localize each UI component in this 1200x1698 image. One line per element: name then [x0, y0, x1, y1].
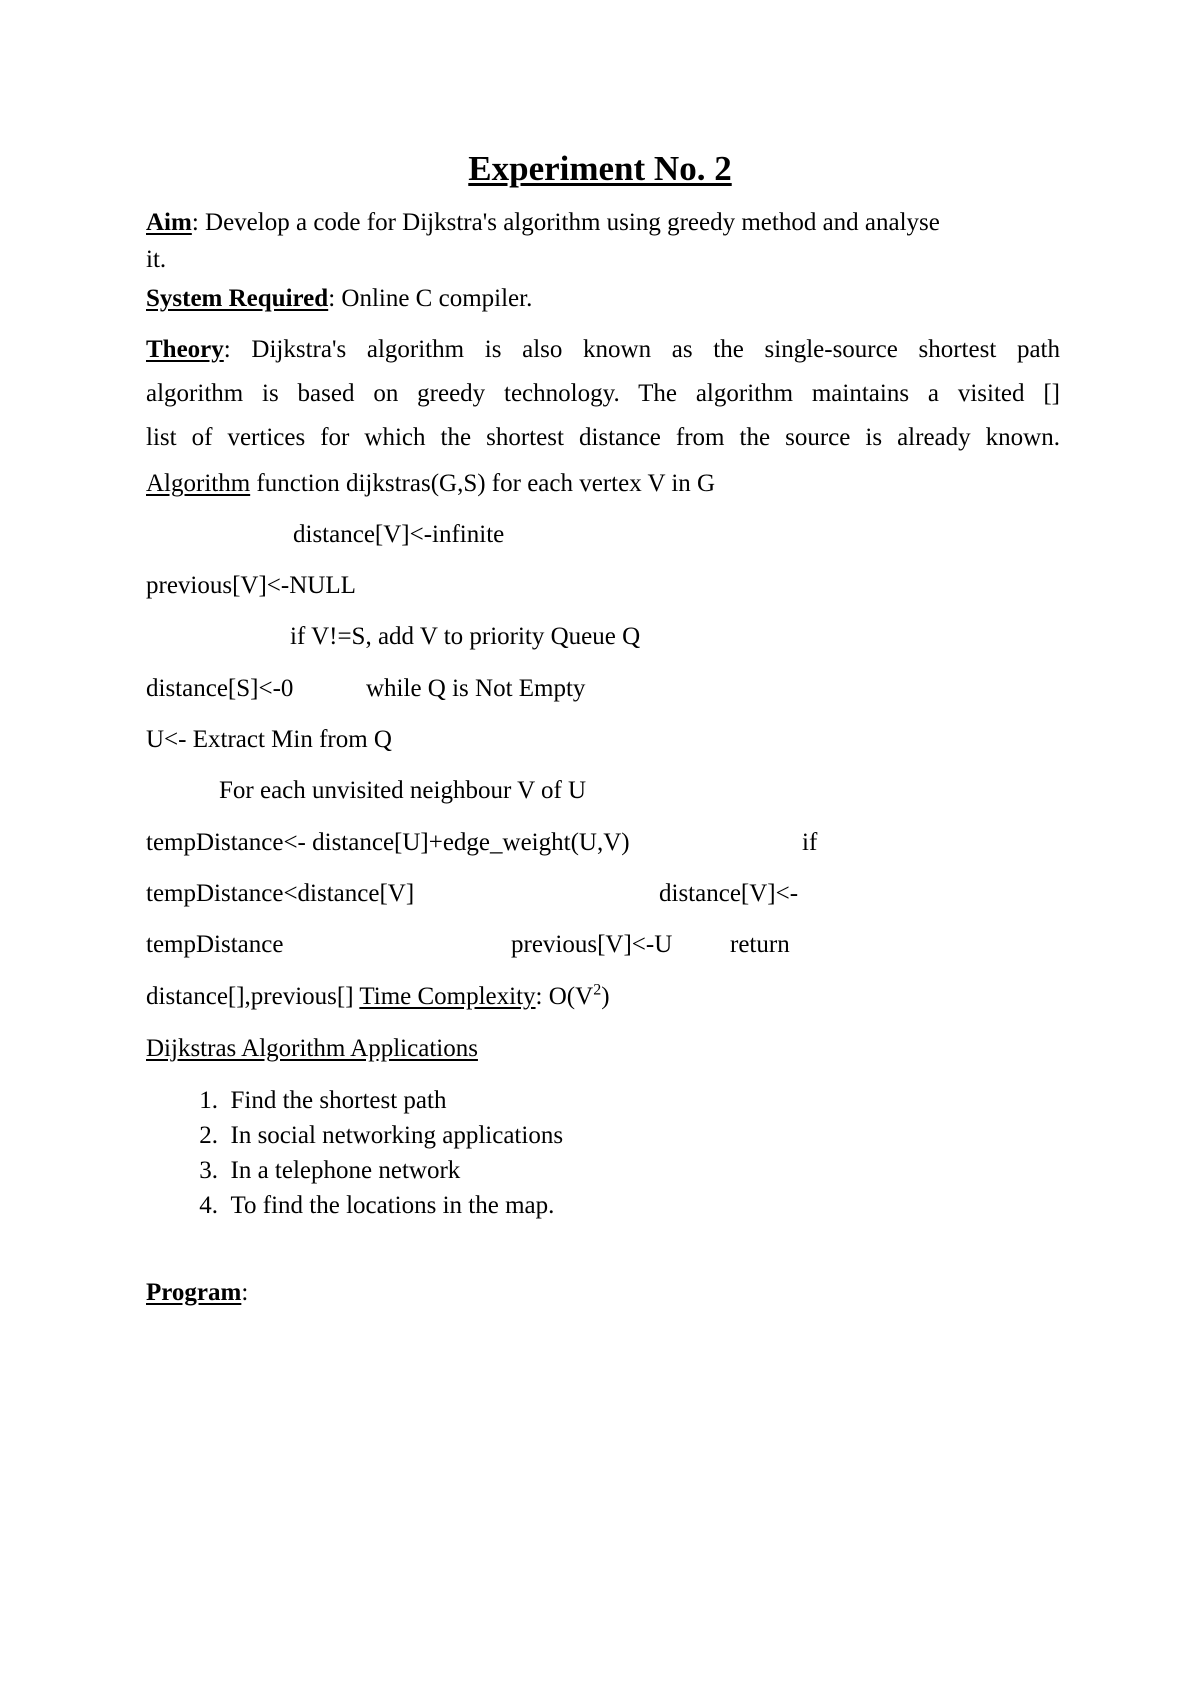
algorithm-line-4: if V!=S, add V to priority Queue Q [290, 623, 641, 650]
theory-label: Theory [146, 336, 224, 363]
time-complexity-exponent: 2 [593, 981, 602, 999]
aim-line-2: it. [146, 246, 167, 273]
program-sep: : [241, 1279, 249, 1306]
system-required-line [146, 284, 532, 314]
time-complexity-value: : O(V [535, 983, 594, 1010]
algorithm-label: Algorithm [146, 470, 251, 497]
algorithm-line-11a: distance[],previous[] [146, 983, 360, 1010]
list-item-number: 3. [199, 1157, 218, 1184]
theory-line-2: algorithm is based on greedy technology. The algorithm maintains a visited [] [146, 380, 1060, 407]
algorithm-line-3: previous[V]<-NULL [146, 572, 356, 599]
program-line [146, 1278, 248, 1308]
list-item-text: In a telephone network [230, 1157, 461, 1184]
aim-sep: : [191, 209, 199, 236]
theory-line-1 [146, 328, 1060, 372]
algorithm-line-6: U<- Extract Min from Q [146, 726, 392, 753]
theory-text-1: : Dijkstra's algorithm is also known as the single-source shortest path [223, 336, 1060, 363]
aim-line-1 [146, 208, 940, 238]
algorithm-text-1: function dijkstras(G,S) for each vertex V in G [250, 470, 716, 497]
algorithm-line-10a: tempDistance [146, 931, 284, 958]
aim-text-1: Develop a code for Dijkstra's algorithm using greedy method and analyse [198, 209, 940, 236]
algorithm-line-2: distance[V]<-infinite [293, 521, 505, 548]
list-item-text: In social networking applications [230, 1122, 564, 1149]
list-item [146, 1188, 563, 1223]
page-title: Experiment No. 2 [468, 149, 732, 188]
list-item [146, 1118, 563, 1153]
algorithm-line-8b: if [802, 829, 818, 856]
list-item-number: 4. [199, 1192, 218, 1219]
system-required-text: : Online C compiler. [328, 285, 533, 312]
algorithm-line-1 [146, 469, 715, 499]
list-item-text: To find the locations in the map. [230, 1192, 555, 1219]
aim-label: Aim [146, 209, 192, 236]
list-item-text: Find the shortest path [230, 1087, 447, 1114]
list-item-number: 1. [199, 1087, 218, 1114]
system-required-label: System Required [146, 285, 329, 312]
time-complexity-close: ) [601, 983, 610, 1010]
applications-list [146, 1083, 563, 1223]
time-complexity-label: Time Complexity [359, 983, 536, 1010]
algorithm-line-9b: distance[V]<- [659, 880, 799, 907]
algorithm-line-8a: tempDistance<- distance[U]+edge_weight(U,V) [146, 829, 630, 856]
algorithm-line-9a: tempDistance<distance[V] [146, 880, 415, 907]
list-item-number: 2. [199, 1122, 218, 1149]
applications-heading: Dijkstras Algorithm Applications [146, 1035, 478, 1062]
list-item [146, 1153, 563, 1188]
algorithm-line-7: For each unvisited neighbour V of U [219, 777, 587, 804]
algorithm-line-11 [146, 982, 610, 1012]
algorithm-line-10b: previous[V]<-U [511, 931, 673, 958]
algorithm-line-5b: while Q is Not Empty [366, 675, 586, 702]
algorithm-line-10c: return [730, 931, 790, 958]
theory-line-3: list of vertices for which the shortest distance from the source is already known. [146, 424, 1060, 451]
algorithm-line-5a: distance[S]<-0 [146, 675, 294, 702]
list-item [146, 1083, 563, 1118]
program-label: Program [146, 1279, 242, 1306]
